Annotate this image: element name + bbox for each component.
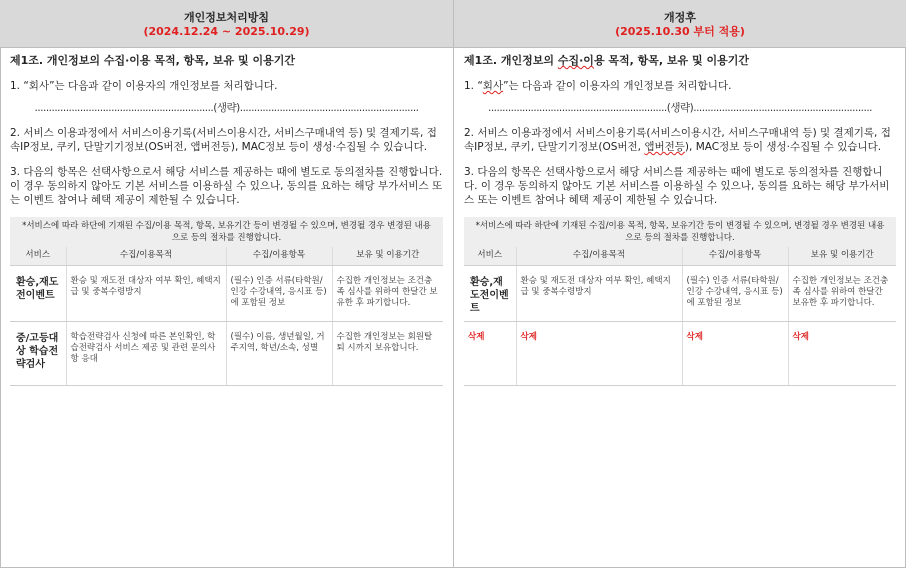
article-text: 용 목적, 항목, 보유 및 이용기간 [593,54,749,67]
article-title [464,54,896,68]
before-title: 개인정보처리방침 [183,11,269,24]
header-service: 서비스 [464,247,516,265]
table-row [10,265,443,321]
cell-deleted: 삭제 [516,321,682,385]
spellcheck-mark: 회사 [482,80,504,92]
after-content [454,48,906,386]
paragraph-text: 1. “ [464,80,483,92]
table-row-deleted [464,321,896,385]
service-table [464,247,896,386]
paragraph-text: 2. 서비스 이용과정에서 서비스이용기록(서비스이용시간, 서비스구매내역 등) 및 결제기록, 접속IP정보, 쿠키, 단말기기정보(OS버전, [464,127,891,153]
paragraph-3: 3. 다음의 항목은 선택사항으로서 해당 서비스를 제공하는 때에 별도로 동의절차를 진행합니다. 이 경우 동의하지 않아도 기본 서비스를 이용하실 수 있으나, 동의를 요하는 해당 부가서비스 또는 이벤트 참여나 혜택 제공이 제한될 수 있습니다. [10,166,443,206]
cell-period: 수집한 개인정보는 회원탈퇴 시까지 보유합니다. [332,321,443,385]
header-period: 보유 및 이용기간 [788,247,896,265]
table-row [10,321,443,385]
cell-purpose: 환승 및 재도전 대상자 여부 확인, 혜택지급 및 중복수령방지 [516,265,682,321]
table-notice: *서비스에 따라 하단에 기재된 수집/이용 목적, 항목, 보유기간 등이 변경될 수 있으며, 변경될 경우 변경된 내용으로 등의 절차를 진행합니다. [10,217,443,247]
table-row [464,265,896,321]
cell-period: 수집한 개인정보는 조건충족 심사를 위하여 한달간 보유한 후 파기합니다. [332,265,443,321]
paragraph-2 [464,126,896,154]
table-header-row [464,247,896,265]
cell-period: 수집한 개인정보는 조건충족 심사를 위하여 한달간 보유한 후 파기합니다. [788,265,896,321]
paragraph-1: 1. “회사”는 다음과 같이 이용자의 개인정보를 처리합니다. [10,80,278,92]
article-title: 제1조. 개인정보의 수집·이용 목적, 항목, 보유 및 이용기간 [10,54,295,67]
after-header [454,0,906,48]
before-content [0,48,453,386]
header-purpose: 수집/이용목적 [66,247,226,265]
before-period: (2024.12.24 ~ 2025.10.29) [143,25,310,38]
paragraph-text: ”는 다음과 같이 이용자의 개인정보를 처리합니다. [503,80,732,92]
service-table [10,247,443,386]
cell-items: (필수) 인증 서류(타학원/인강 수강내역, 응시표 등)에 포함된 정보 [226,265,332,321]
cell-purpose: 환승 및 재도전 대상자 여부 확인, 혜택지급 및 중복수령방지 [66,265,226,321]
cell-service: 환승,재도전이벤트 [10,265,66,321]
before-header [0,0,453,48]
header-service: 서비스 [10,247,66,265]
after-title: 개정후 [664,11,696,24]
article-text: 제1조. 개인정보의 [464,54,558,67]
cell-purpose: 학습전략검사 신청에 따른 본인확인, 학습전략검사 서비스 제공 및 관련 문의사항 응대 [66,321,226,385]
paragraph-3: 3. 다음의 항목은 선택사항으로서 해당 서비스를 제공하는 때에 별도로 동의절차를 진행합니다. 이 경우 동의하지 않아도 기본 서비스를 이용하실 수 있으나, 동의를 요하는 해당 부가서비스 또는 이벤트 참여나 혜택 제공이 제한될 수 있습니다. [464,166,890,206]
omitted-marker: ...............................................................(생략)............................................................... [487,102,873,114]
paragraph-2: 2. 서비스 이용과정에서 서비스이용기록(서비스이용시간, 서비스구매내역 등) 및 결제기록, 접속IP정보, 쿠키, 단말기기정보(OS버전, 앱버전등), MAC정보 등이 생성·수집될 수 있습니다. [10,127,437,153]
spellcheck-mark: 수집·이 [557,54,594,67]
table-notice: *서비스에 따라 하단에 기재된 수집/이용 목적, 항목, 보유기간 등이 변경될 수 있으며, 변경될 경우 변경된 내용으로 등의 절차를 진행합니다. [464,217,896,247]
after-column [454,0,906,568]
cell-service: 중/고등대상 학습전략검사 [10,321,66,385]
cell-deleted: 삭제 [682,321,788,385]
paragraph-text: ), MAC정보 등이 생성·수집될 수 있습니다. [684,141,882,153]
omitted-marker: ...............................................................(생략)............................................................... [34,102,419,114]
header-items: 수집/이용항목 [682,247,788,265]
header-period: 보유 및 이용기간 [332,247,443,265]
cell-items: (필수) 인증 서류(타학원/인강 수강내역, 응시표 등)에 포함된 정보 [682,265,788,321]
paragraph-1 [464,79,896,93]
header-purpose: 수집/이용목적 [516,247,682,265]
cell-deleted: 삭제 [464,321,516,385]
after-period: (2025.10.30 부터 적용) [615,25,745,38]
table-header-row [10,247,443,265]
cell-deleted: 삭제 [788,321,896,385]
header-items: 수집/이용항목 [226,247,332,265]
cell-items: (필수) 이름, 생년월일, 거주지역, 학년/소속, 성별 [226,321,332,385]
spellcheck-mark: 앱버전등 [644,141,685,153]
cell-service: 환승,재도전이벤트 [464,265,516,321]
